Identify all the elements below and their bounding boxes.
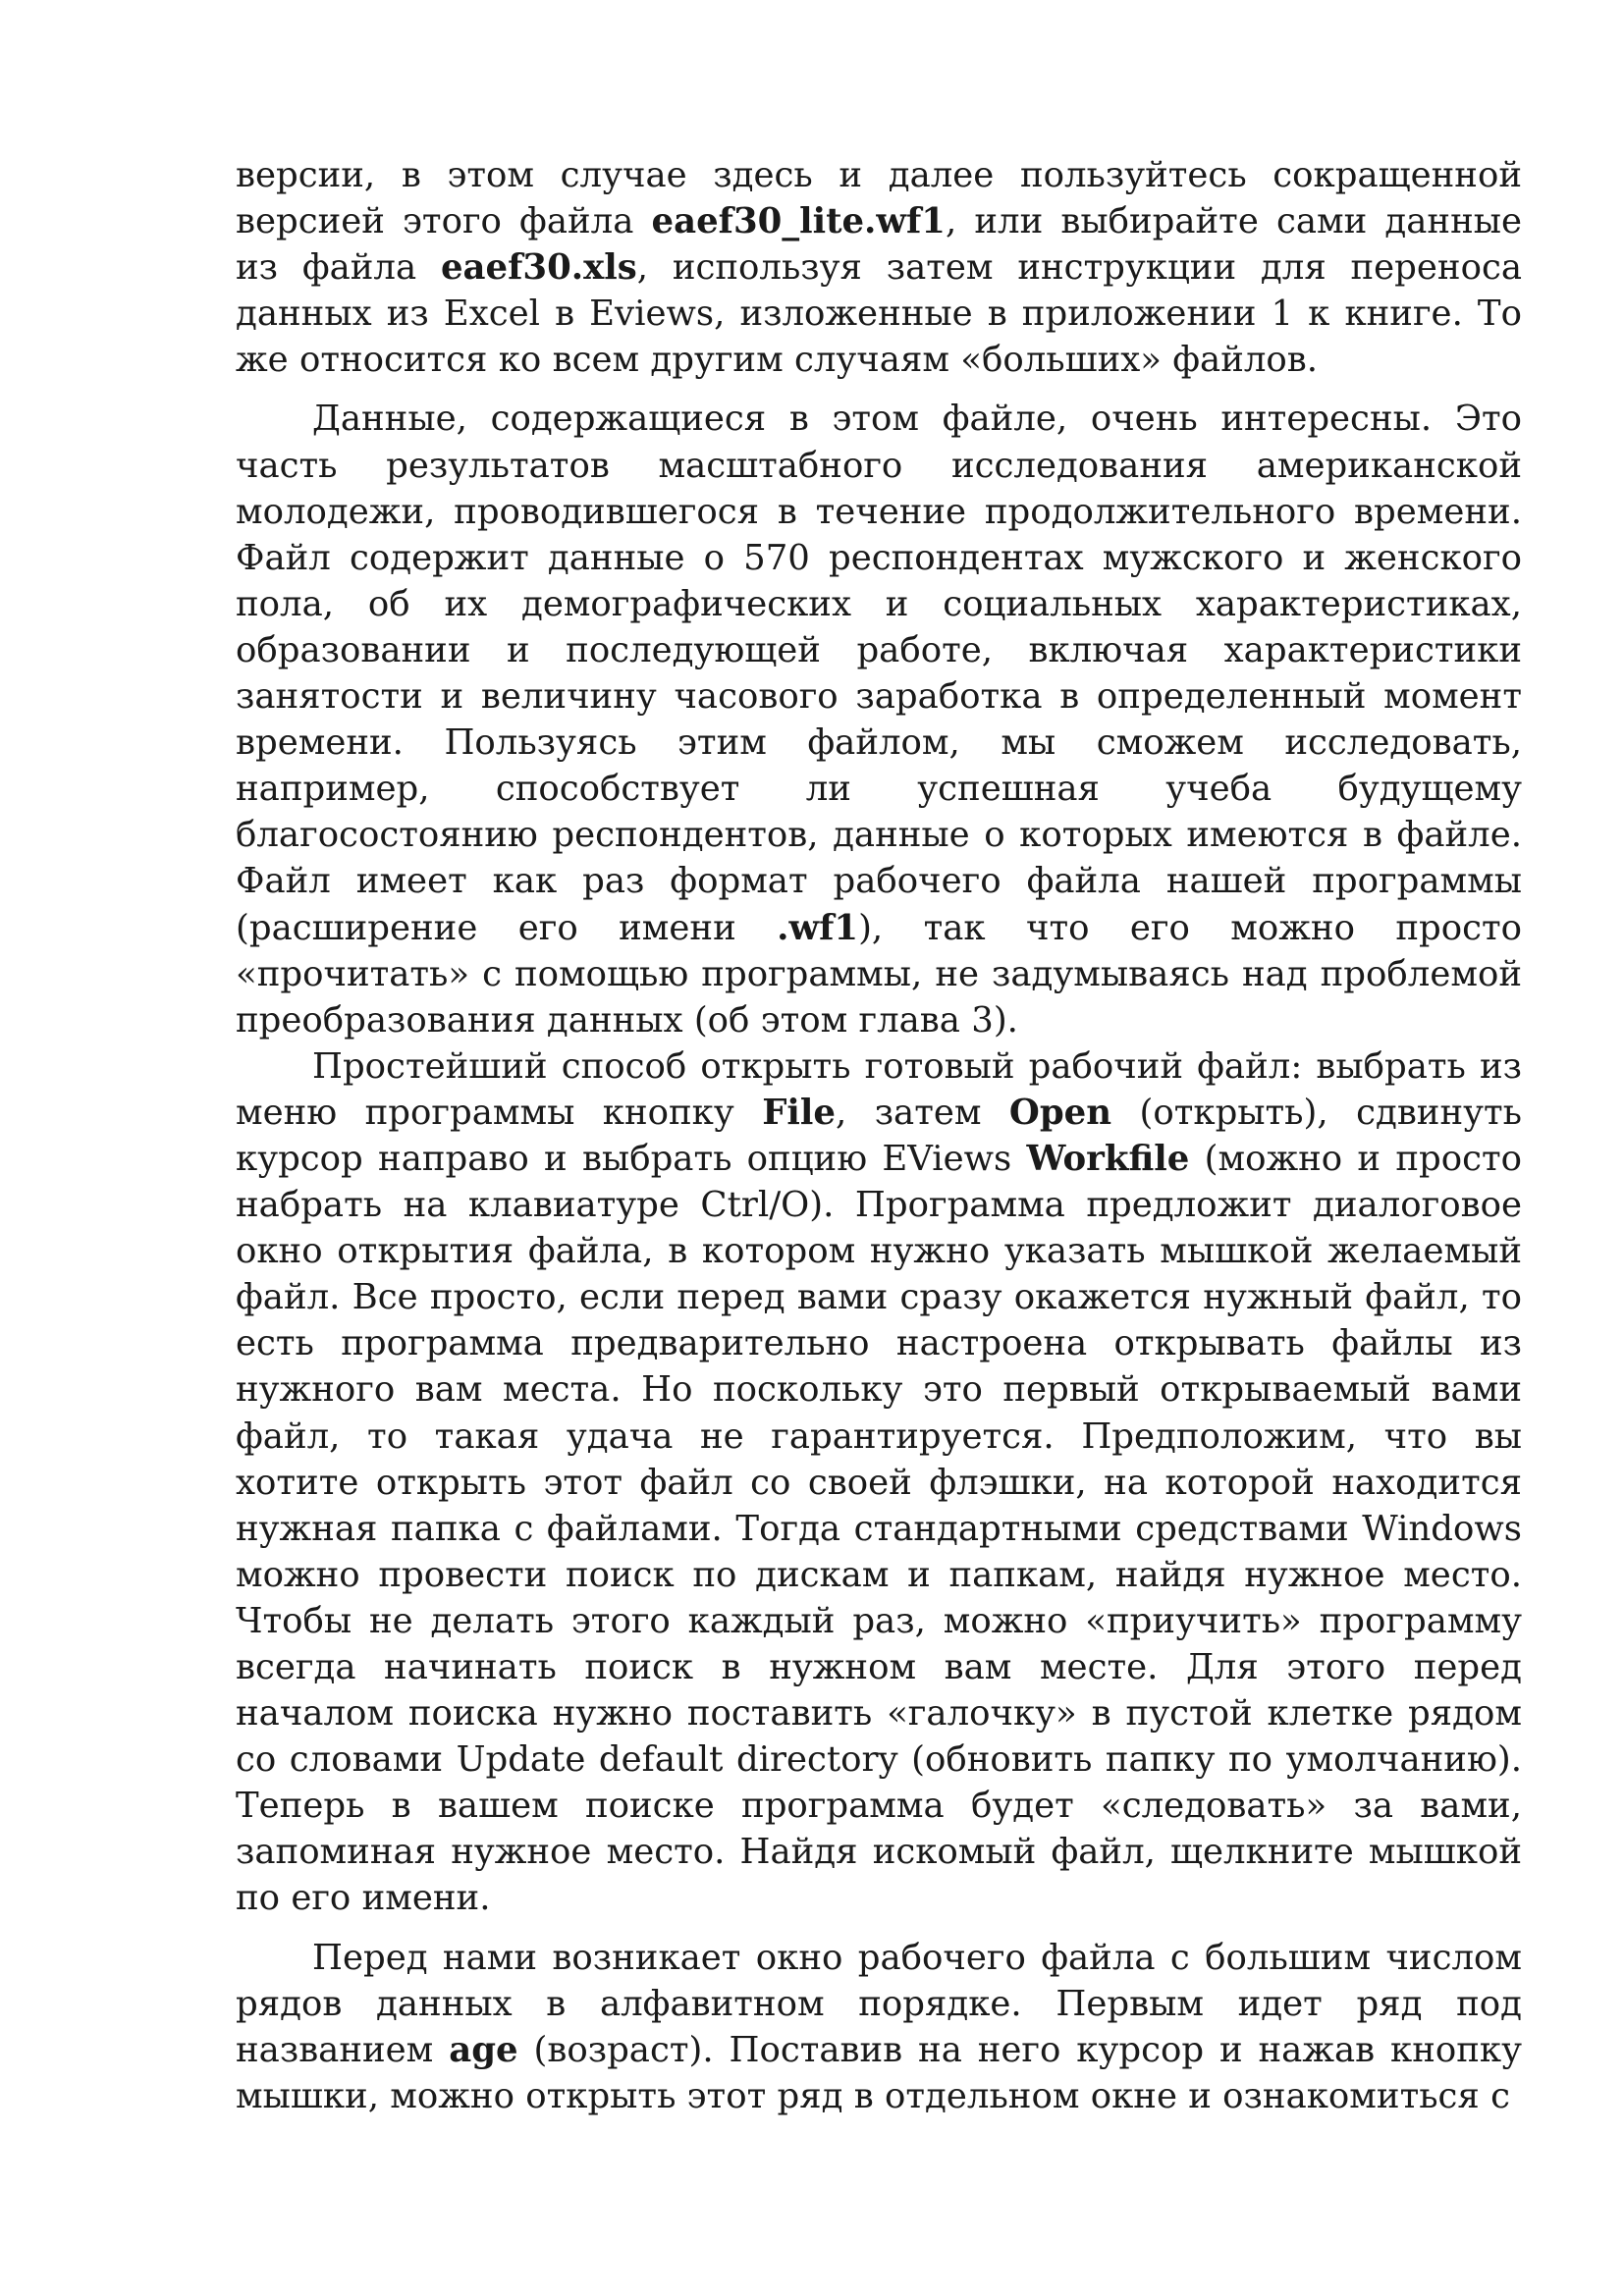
filename-lite: eaef30_lite.wf1: [651, 201, 946, 242]
text-segment: , используя затем инструкции для переноса данных из Excel в Eviews, изложенные в приложении 1 к книге. То же относится ко всем другим случаям «больших» файлов.: [236, 247, 1522, 381]
text-segment: (можно и просто набрать на клавиатуре Ctrl/O). Программа предложит диалоговое окно открытия файла, в котором нужно указать мышкой желаемый файл. Все просто, если перед вами сразу окажется нужный файл, то есть программа предварительно настроена открывать файлы из нужного вам места. Но поскольку это первый открываемый вами файл, то такая удача не гарантируется. Предположим, что вы хотите открыть этот файл со своей флэшки, на которой находится нужная папка с файлами. Тогда стандартными средствами Windows можно провести поиск по дискам и папкам, найдя нужное место. Чтобы не делать этого каждый раз, можно «приучить» программу всегда начинать поиск в нужном вам месте. Для этого перед началом поиска нужно поставить «галочку» в пустой клетке рядом со словами Update default directory (обновить папку по умолчанию). Теперь в вашем поиске программа будет «следовать» за вами, запоминая нужное место. Найдя искомый файл, щелкните мышкой по его имени.: [236, 1138, 1522, 1919]
text-segment: ), так что его можно просто «прочитать» с помощью программы, не задумываясь над проблемой преобразования данных (об этом глава 3).: [236, 907, 1522, 1041]
paragraph-4: [236, 1935, 1522, 2119]
filename-xls: eaef30.xls: [440, 247, 637, 289]
paragraph-2: [236, 396, 1522, 1042]
text-segment: (открыть), сдвинуть курсор направо и выбрать опцию EViews: [236, 1092, 1522, 1179]
text-segment: (возраст). Поставив на него курсор и нажав кнопку мышки, можно открыть этот ряд в отдельном окне и ознакомиться с: [236, 2029, 1522, 2116]
text-segment: Простейший способ открыть готовый рабочий файл: выбрать из меню программы кнопку: [236, 1045, 1522, 1133]
document-page: [236, 152, 1522, 2119]
series-name-age: age: [449, 2029, 518, 2070]
menu-file: File: [762, 1092, 836, 1133]
menu-open: Open: [1008, 1092, 1112, 1133]
text-segment: версии, в этом случае здесь и далее пользуйтесь сокращенной версией этого файла: [236, 155, 1522, 242]
text-segment: , или выбирайте сами данные из файла: [236, 201, 1522, 289]
text-segment: , затем: [835, 1092, 1009, 1133]
paragraph-1: [236, 152, 1522, 383]
file-extension: .wf1: [777, 907, 859, 948]
menu-workfile: Workfile: [1026, 1138, 1190, 1179]
text-segment: Данные, содержащиеся в этом файле, очень интересны. Это часть результатов масштабного исследования американской молодежи, проводившегося в течение продолжительного времени. Файл содержит данные о 570 респондентах мужского и женского пола, об их демографических и социальных характеристиках, образовании и последующей работе, включая характеристики занятости и величину часового заработка в определенный момент времени. Пользуясь этим файлом, мы сможем исследовать, например, способствует ли успешная учеба будущему благосостоянию респондентов, данные о которых имеются в файле. Файл имеет как раз формат рабочего файла нашей программы (расширение его имени: [236, 399, 1522, 948]
paragraph-3: [236, 1043, 1522, 1922]
text-segment: Перед нами возникает окно рабочего файла с большим числом рядов данных в алфавитном порядке. Первым идет ряд под названием: [236, 1937, 1522, 2070]
